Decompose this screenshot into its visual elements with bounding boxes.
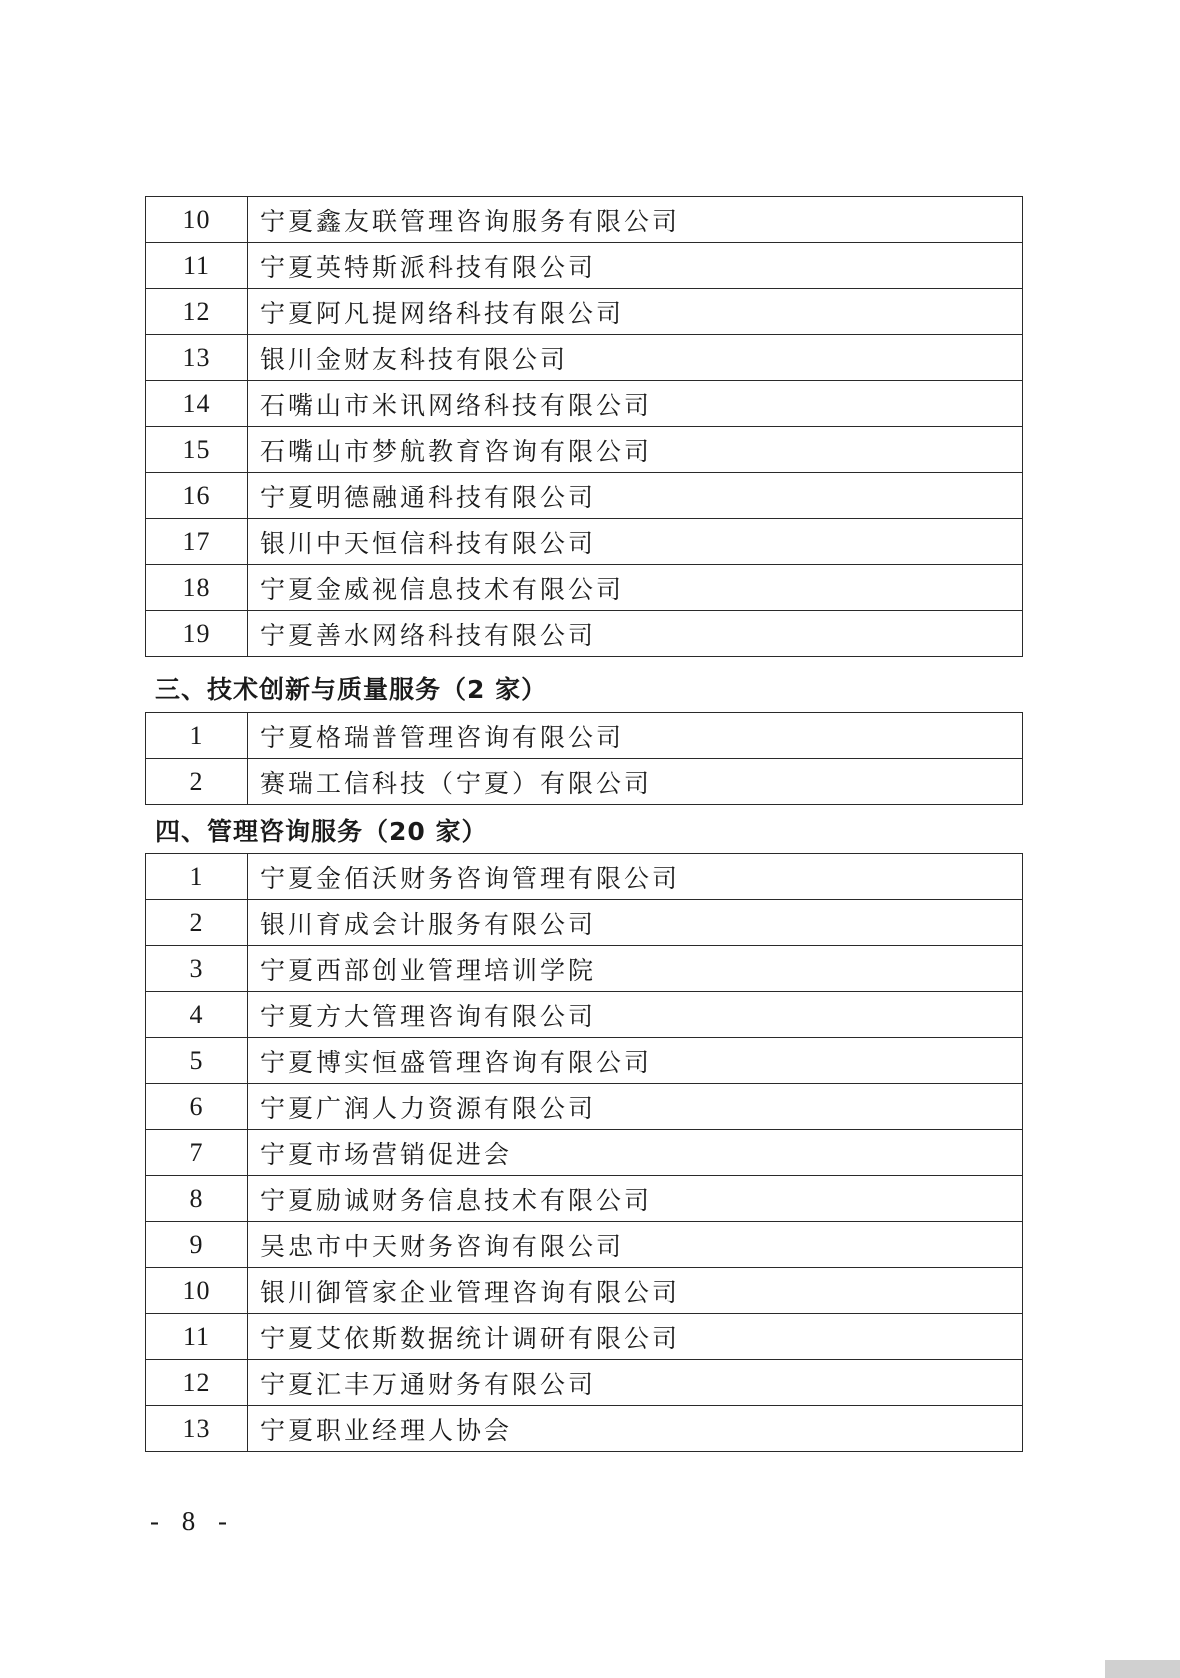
company-name: 赛瑞工信科技（宁夏）有限公司 (248, 759, 1023, 805)
company-name: 石嘴山市米讯网络科技有限公司 (248, 381, 1023, 427)
section-heading-management-consulting: 四、管理咨询服务（20 家） (155, 817, 488, 846)
company-name: 宁夏艾依斯数据统计调研有限公司 (248, 1314, 1023, 1360)
table-row (146, 197, 1023, 243)
company-name: 银川御管家企业管理咨询有限公司 (248, 1268, 1023, 1314)
row-number: 13 (146, 1406, 248, 1452)
table-row (146, 335, 1023, 381)
tech-innovation-table (145, 712, 1023, 805)
row-number: 19 (146, 611, 248, 657)
table-row (146, 427, 1023, 473)
company-name: 宁夏博实恒盛管理咨询有限公司 (248, 1038, 1023, 1084)
company-name: 宁夏阿凡提网络科技有限公司 (248, 289, 1023, 335)
row-number: 4 (146, 992, 248, 1038)
table-row (146, 611, 1023, 657)
table-row (146, 1130, 1023, 1176)
row-number: 18 (146, 565, 248, 611)
company-name: 宁夏市场营销促进会 (248, 1130, 1023, 1176)
company-name: 宁夏金威视信息技术有限公司 (248, 565, 1023, 611)
company-name: 宁夏英特斯派科技有限公司 (248, 243, 1023, 289)
row-number: 8 (146, 1176, 248, 1222)
company-name: 宁夏励诚财务信息技术有限公司 (248, 1176, 1023, 1222)
row-number: 10 (146, 1268, 248, 1314)
company-name: 宁夏格瑞普管理咨询有限公司 (248, 713, 1023, 759)
row-number: 15 (146, 427, 248, 473)
table-row (146, 381, 1023, 427)
row-number: 1 (146, 713, 248, 759)
table-row (146, 1360, 1023, 1406)
row-number: 16 (146, 473, 248, 519)
company-name: 宁夏职业经理人协会 (248, 1406, 1023, 1452)
table-row (146, 1084, 1023, 1130)
table-row (146, 1314, 1023, 1360)
table-row (146, 759, 1023, 805)
row-number: 6 (146, 1084, 248, 1130)
section-heading-tech-innovation: 三、技术创新与质量服务（2 家） (155, 675, 548, 704)
row-number: 17 (146, 519, 248, 565)
company-name: 银川中天恒信科技有限公司 (248, 519, 1023, 565)
table-row (146, 1176, 1023, 1222)
table-row (146, 854, 1023, 900)
service-provider-table-continued (145, 196, 1023, 657)
table-row (146, 1268, 1023, 1314)
table-row (146, 565, 1023, 611)
company-name: 宁夏方大管理咨询有限公司 (248, 992, 1023, 1038)
company-name: 吴忠市中天财务咨询有限公司 (248, 1222, 1023, 1268)
company-name: 宁夏善水网络科技有限公司 (248, 611, 1023, 657)
company-name: 宁夏明德融通科技有限公司 (248, 473, 1023, 519)
company-name: 石嘴山市梦航教育咨询有限公司 (248, 427, 1023, 473)
row-number: 13 (146, 335, 248, 381)
table-row (146, 900, 1023, 946)
row-number: 12 (146, 1360, 248, 1406)
row-number: 11 (146, 1314, 248, 1360)
table-row (146, 473, 1023, 519)
company-name: 银川育成会计服务有限公司 (248, 900, 1023, 946)
table-row (146, 992, 1023, 1038)
company-name: 宁夏鑫友联管理咨询服务有限公司 (248, 197, 1023, 243)
table-row (146, 243, 1023, 289)
row-number: 3 (146, 946, 248, 992)
row-number: 7 (146, 1130, 248, 1176)
table-row (146, 1222, 1023, 1268)
page-number: - 8 - (150, 1506, 235, 1536)
company-name: 宁夏汇丰万通财务有限公司 (248, 1360, 1023, 1406)
table-row (146, 1038, 1023, 1084)
company-name: 宁夏广润人力资源有限公司 (248, 1084, 1023, 1130)
row-number: 2 (146, 900, 248, 946)
company-name: 银川金财友科技有限公司 (248, 335, 1023, 381)
management-consulting-table (145, 853, 1023, 1452)
company-name: 宁夏西部创业管理培训学院 (248, 946, 1023, 992)
row-number: 2 (146, 759, 248, 805)
row-number: 14 (146, 381, 248, 427)
scan-artifact (1105, 1660, 1180, 1678)
table-row (146, 519, 1023, 565)
table-row (146, 946, 1023, 992)
row-number: 12 (146, 289, 248, 335)
table-row (146, 1406, 1023, 1452)
table-row (146, 713, 1023, 759)
row-number: 1 (146, 854, 248, 900)
company-name: 宁夏金佰沃财务咨询管理有限公司 (248, 854, 1023, 900)
row-number: 9 (146, 1222, 248, 1268)
row-number: 5 (146, 1038, 248, 1084)
row-number: 11 (146, 243, 248, 289)
table-row (146, 289, 1023, 335)
row-number: 10 (146, 197, 248, 243)
